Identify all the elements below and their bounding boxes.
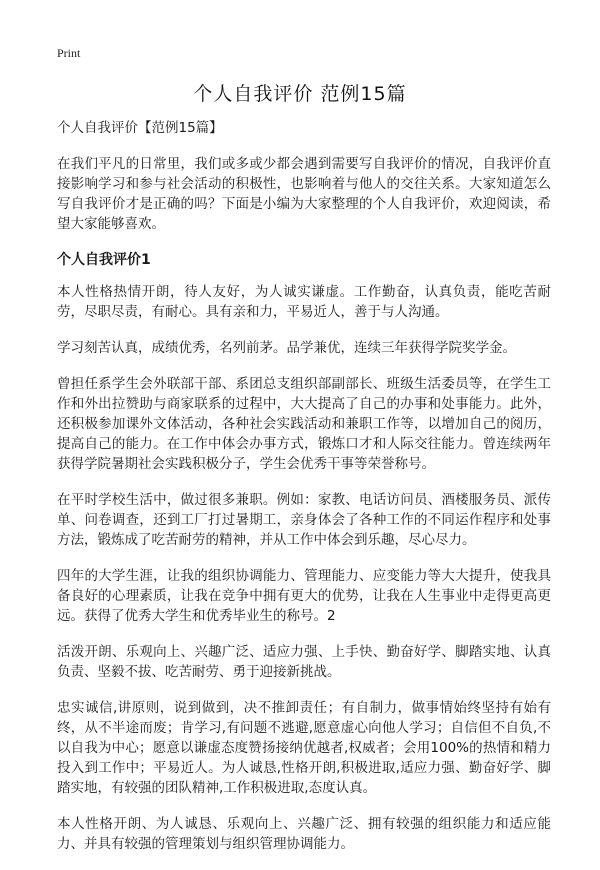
section-heading: 个人自我评价1 (57, 252, 151, 268)
body-paragraph-8: 本人性格开朗、为人诚恳、乐观向上、兴趣广泛、拥有较强的组织能力和适应能力、并具有较强的管理策划与组织管理协调能力。 (57, 816, 551, 852)
body-paragraph-4: 在平时学校生活中，做过很多兼职。例如：家教、电话访问员、酒楼服务员、派传单、问卷调查，还到工厂打过暑期工，亲身体会了各种工作的不同运作程序和处事方法，锻炼成了吃苦耐劳的精神，并从工作中体会到乐趣，尽心尽力。 (57, 492, 551, 548)
print-link[interactable]: Print (57, 46, 81, 60)
body-paragraph-2: 学习刻苦认真，成绩优秀，名列前茅。品学兼优，连续三年获得学院奖学金。 (57, 340, 516, 356)
document-title: 个人自我评价 范例15篇 (193, 83, 407, 105)
intro-paragraph: 在我们平凡的日常里，我们或多或少都会遇到需要写自我评价的情况，自我评价直接影响学习和参与社会活动的积极性，也影响着与他人的交往关系。大家知道怎么写自我评价才是正确的吗？下面是小编为大家整理的个人自我评价，欢迎阅读，希望大家能够喜欢。 (57, 156, 551, 232)
document-subtitle: 个人自我评价【范例15篇】 (57, 120, 223, 136)
body-paragraph-7: 忠实诚信,讲原则，说到做到，决不推卸责任；有自制力，做事情始终坚持有始有终，从不半途而废；肯学习,有问题不逃避,愿意虚心向他人学习；自信但不自负,不以自我为中心；愿意以谦虚态度赞扬接纳优越者,权威者；会用100%的热情和精力投入到工作中；平易近人。为人诚恳,性格开朗,积极进取,适应力强、勤奋好学、脚踏实地，有较强的团队精神,工作积极进取,态度认真。 (57, 700, 551, 796)
body-paragraph-6: 活泼开朗、乐观向上、兴趣广泛、适应力强、上手快、勤奋好学、脚踏实地、认真负责、坚毅不拔、吃苦耐劳、勇于迎接新挑战。 (57, 644, 551, 680)
body-paragraph-5: 四年的大学生涯，让我的组织协调能力、管理能力、应变能力等大大提升，使我具备良好的心理素质，让我在竞争中拥有更大的优势，让我在人生事业中走得更高更远。获得了优秀大学生和优秀毕业生的称号。2 (57, 568, 551, 624)
body-paragraph-3: 曾担任系学生会外联部干部、系团总支组织部副部长、班级生活委员等，在学生工作和外出拉赞助与商家联系的过程中，大大提高了自己的办事和处事能力。此外，还积极参加课外文体活动，各种社会实践活动和兼职工作等，以增加自己的阅历，提高自己的能力。在工作中体会办事方式，锻炼口才和人际交往能力。曾连续两年获得学院暑期社会实践积极分子，学生会优秀干事等荣誉称号。 (57, 376, 551, 472)
body-paragraph-1: 本人性格热情开朗，待人友好，为人诚实谦虚。工作勤奋，认真负责，能吃苦耐劳，尽职尽责，有耐心。具有亲和力，平易近人，善于与人沟通。 (57, 284, 551, 320)
document-body (57, 118, 551, 870)
